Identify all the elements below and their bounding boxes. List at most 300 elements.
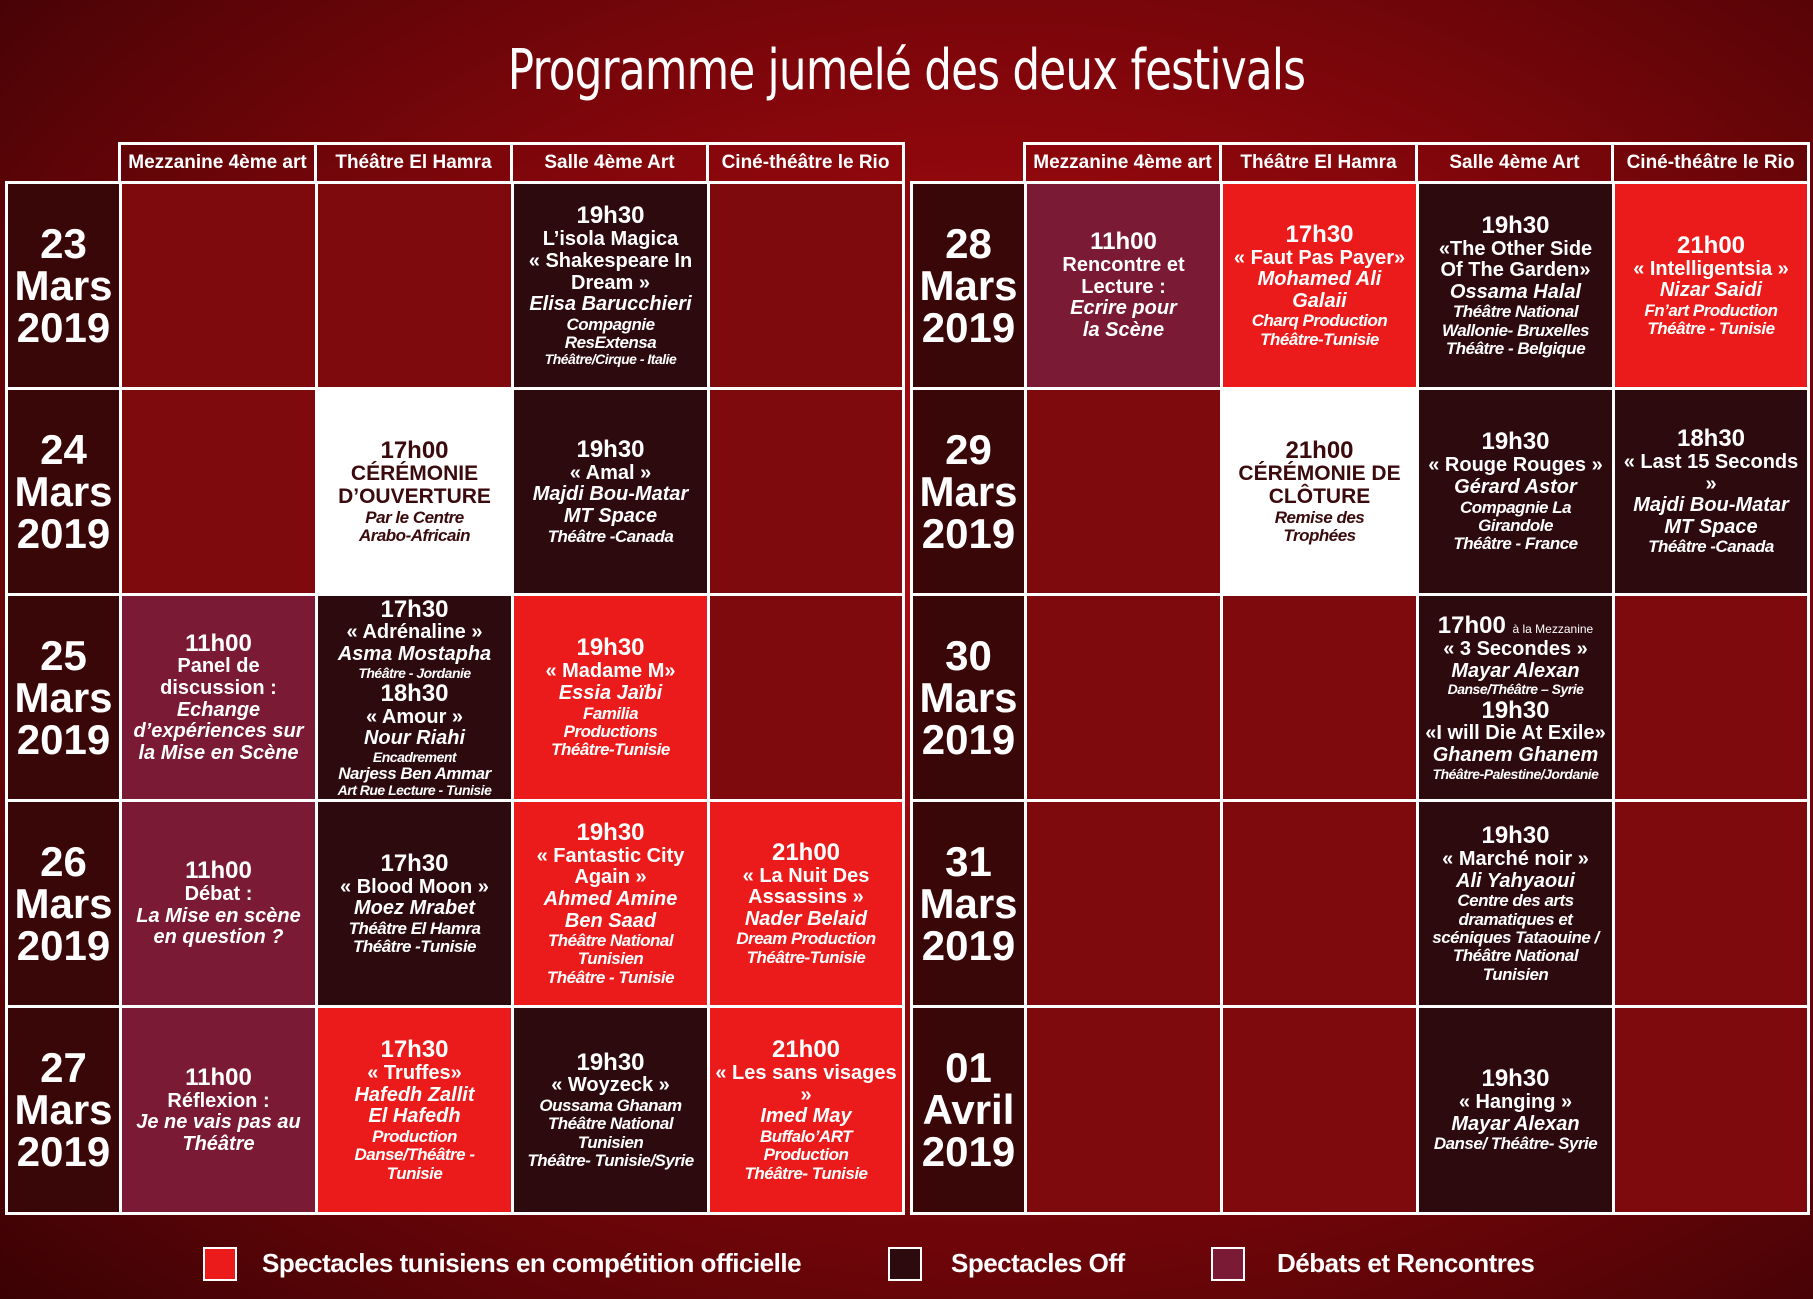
event-name-line [182,1134,254,1156]
event-small-line [1283,527,1355,545]
event-text: Buffalo’ART [759,1126,853,1146]
event-small-line [1434,1135,1597,1153]
date-year: 2019 [921,921,1016,969]
event-text: Trophées [1283,526,1356,546]
date-year: 2019 [16,1128,111,1175]
competition-show [710,1008,902,1212]
event-text: «The Other Side [1438,237,1593,260]
event-text: 18h30 [1676,425,1746,453]
event-name-line [133,721,303,743]
event-text: Ahmed Amine [543,887,678,910]
off-show [514,1008,707,1212]
event-text: Wallonie- Bruxelles [1441,320,1589,340]
event-text: « 3 Secondes » [1443,638,1588,661]
venue-header-el-hamra: Théâtre El Hamra [314,142,513,181]
event-name-line [760,1106,851,1128]
event-text: Oussama Ghanam [539,1096,682,1116]
event-up-line [1269,486,1371,509]
empty-slot [318,184,511,387]
event-text: 17h30 [380,1036,449,1064]
event-title-line [748,887,864,909]
date-month: Mars [14,1086,113,1133]
event-tiny-line [358,666,470,681]
event-text: Théâtre - Belgique [1445,339,1586,359]
event-text: 11h00 [185,1063,252,1091]
event-small-line [1432,929,1598,947]
event-text: Dream » [571,271,650,294]
event-name-line [1633,495,1789,517]
date-cell [913,390,1024,593]
event-text: Remise des [1274,507,1365,527]
event-small-line [583,705,638,723]
debate-event [122,1008,315,1212]
date-day: 30 [945,631,992,679]
event-title-line [743,866,870,888]
event-time-line [380,438,448,464]
empty-slot [710,184,902,387]
event-title-line [543,229,679,251]
event-text: « Amour » [365,705,464,728]
event-small-line [1453,535,1577,553]
event-text: Théâtre -Canada [1648,537,1774,557]
date-month: Mars [919,261,1018,309]
event-text: Mayar Alexan [1451,1112,1580,1135]
competition-show [1615,184,1807,387]
event-text: « Woyzeck » [551,1074,670,1097]
event-text: Rencontre et [1062,254,1185,277]
event-text: discussion : [160,677,277,700]
event-text: 19h30 [576,634,645,662]
event-text: Narjess Ben Ammar [338,763,491,783]
venue-header-el-hamra: Théâtre El Hamra [1219,142,1418,181]
event-text: 11h00 [185,629,252,657]
event-text: Nizar Saidi [1659,279,1763,302]
ceremony-event [1223,390,1416,593]
event-text: « Truffes» [367,1062,462,1085]
date-cell [8,596,119,799]
event-text: Théâtre - France [1453,534,1578,554]
event-time-line [576,203,644,229]
date-month: Mars [14,467,113,515]
event-text: Théâtre National [1452,302,1579,322]
event-title-line [1633,259,1789,281]
event-title-line [529,251,692,273]
event-text: « Les sans visages » [715,1062,897,1106]
event-name-line [364,728,465,750]
event-title-line [1459,1092,1572,1114]
venue-header-mezzanine: Mezzanine 4ème art [118,142,317,181]
event-small-line [1446,340,1585,358]
event-title-line [1234,248,1405,270]
date-cell [913,184,1024,387]
event-text: d’expériences sur [133,720,304,743]
event-text: Théâtre-Tunisie [1260,329,1379,349]
event-name-line [138,743,298,765]
event-small-line [1460,499,1571,517]
event-text: « Blood Moon » [340,875,489,898]
event-title-line [160,678,277,700]
event-text: 19h30 [576,435,645,463]
event-tiny-line [373,750,456,765]
event-small-line [372,1128,457,1146]
venue-header-salle-4eme-art: Salle 4ème Art [510,142,709,181]
event-text: Danse/Théâtre – Syrie [1447,681,1584,698]
event-small-line [760,1128,852,1146]
date-year: 2019 [16,921,111,969]
event-time-line [772,1037,840,1063]
event-text: Asma Mostapha [337,643,492,666]
event-text: la Scène [1082,319,1165,342]
competition-show [514,596,707,799]
venue-header-rio: Ciné-théâtre le Rio [706,142,905,181]
event-text: CLÔTURE [1268,485,1371,509]
event-text: « Shakespeare In [528,249,693,272]
event-text: Théâtre- Tunisie/Syrie [527,1151,694,1171]
event-time-line [1285,222,1353,248]
event-title-line [177,656,259,678]
event-small-line [1275,509,1365,527]
date-year: 2019 [16,715,111,763]
off-show [1419,596,1612,799]
event-small-line [1459,911,1573,929]
event-text: Je ne vais pas au [136,1111,301,1134]
event-text: « Last 15 Seconds » [1623,451,1799,495]
event-text: Théâtre/Cirque - Italie [544,351,677,368]
event-text: Moez Mrabet [353,897,476,920]
date-cell [8,390,119,593]
event-text: Ali Yahyaoui [1456,869,1575,892]
event-small-line [548,932,673,950]
event-text: Nour Riahi [363,727,466,750]
date-cell [913,596,1024,799]
event-small-line [564,723,658,741]
event-time-line [380,681,448,707]
event-text: 21h00 [771,838,841,866]
event-text: Again » [574,866,647,889]
date-month: Mars [919,879,1018,927]
event-small-line [1252,312,1388,330]
event-text: L’isola Magica [542,228,679,251]
off-show [1419,390,1612,593]
date-year: 2019 [921,715,1016,763]
event-text: Productions [563,721,658,741]
event-text: Réflexion : [167,1089,270,1112]
date-month: Mars [14,261,113,309]
event-title-line [1617,452,1805,495]
event-text: 19h30 [576,202,645,230]
event-text: 17h00 [1437,612,1506,640]
event-text: Centre des arts [1457,891,1574,911]
event-small-line [764,1146,849,1164]
event-text: 11h00 [1090,228,1157,256]
event-name-line [564,506,657,528]
date-cell [8,802,119,1005]
event-small-line [1483,966,1549,984]
event-name-line [136,1112,301,1134]
event-text: Danse/Théâtre - [354,1145,475,1165]
date-day: 23 [40,219,87,267]
event-time-line [576,820,644,846]
off-show [318,596,511,799]
empty-slot [1223,596,1416,799]
event-name-line [1070,298,1177,320]
event-small-line [1442,322,1589,340]
event-text: Théâtre -Tunisie [353,937,476,957]
event-time-line [576,635,644,661]
event-text: Théâtre National [547,1114,674,1134]
event-text: Essia Jaïbi [558,681,663,704]
event-small-line [578,1134,644,1152]
event-small-line [1260,331,1379,349]
event-text: Théâtre- Tunisie [744,1163,868,1183]
event-text: El Hafedh [368,1105,461,1128]
event-time-line [576,1050,644,1076]
event-name-line [1664,517,1757,539]
event-time-line [1438,613,1593,639]
date-day: 25 [40,631,87,679]
event-text: « Fantastic City [536,844,685,867]
competition-show [710,802,902,1005]
empty-slot [710,596,902,799]
event-text: 19h30 [1481,1065,1550,1093]
event-time-line [1481,213,1549,239]
event-text: Encadrement [372,748,457,765]
event-time-line [1481,429,1549,455]
legend-label-off: Spectacles Off [951,1248,1125,1278]
event-text: la Mise en Scène [138,741,299,764]
empty-slot [1027,1008,1220,1212]
event-small-line [547,969,674,987]
event-title-line [347,622,483,644]
event-text: « Hanging » [1458,1091,1573,1114]
event-text: Dream Production [736,929,876,949]
event-text: Majdi Bou-Matar [1633,494,1789,517]
event-name-line [1258,269,1382,291]
event-text: 21h00 [1285,436,1354,464]
off-show [1419,1008,1612,1212]
event-text: 19h30 [1481,822,1550,850]
event-text: 18h30 [380,679,449,707]
event-small-line [578,950,644,968]
event-venue-note: à la Mezzanine [1512,622,1594,637]
empty-slot [1027,390,1220,593]
event-small-line [539,1097,681,1115]
event-small-line [1457,892,1573,910]
event-text: Théâtre [182,1132,255,1155]
event-text: « Adrénaline » [346,621,483,644]
event-time-line [185,1065,252,1091]
event-text: Assassins » [748,886,864,909]
legend-swatch-off [888,1247,922,1281]
event-text: en question ? [153,926,284,949]
event-time-line [380,1037,448,1063]
event-text: Galaii [1292,289,1347,312]
venue-header-rio: Ciné-théâtre le Rio [1611,142,1810,181]
event-text: Tunisien [577,949,644,969]
event-time-line [772,840,840,866]
event-text: Majdi Bou-Matar [532,483,689,506]
event-name-line [529,294,691,316]
event-text: Théâtre National [547,931,674,951]
event-text: Familia [582,703,639,723]
empty-slot [1223,1008,1416,1212]
empty-slot [1027,596,1220,799]
event-text: 19h30 [576,818,645,846]
event-text: Compagnie [566,314,655,334]
event-text: La Mise en scène [136,904,301,927]
event-name-line [177,700,260,722]
event-small-line [1453,947,1578,965]
event-name-line [1454,477,1577,499]
event-small-line [527,1152,693,1170]
off-show [514,390,707,593]
event-name-line [154,927,284,949]
event-small-line [566,316,654,334]
event-text: Elisa Barucchieri [529,293,692,316]
event-text: MT Space [563,505,658,528]
event-text: scéniques Tataouine / [1432,927,1599,947]
date-month: Avril [922,1086,1015,1133]
event-title-line [1439,239,1592,261]
event-small-line [565,334,656,352]
venue-header-mezzanine: Mezzanine 4ème art [1023,142,1222,181]
event-text: 17h30 [1285,220,1354,248]
event-text: Tunisien [1482,964,1549,984]
event-name-line [1451,661,1579,683]
date-year: 2019 [921,509,1016,557]
event-title-line [551,1075,670,1097]
event-text: Of The Garden» [1440,259,1591,282]
event-text: 17h30 [380,849,449,877]
legend-swatch-debats [1211,1247,1245,1281]
event-name-line [1433,745,1599,767]
event-text: CÉRÉMONIE DE [1238,462,1401,486]
event-up-line [351,463,478,486]
event-title-line [340,877,489,899]
event-text: Théâtre El Hamra [348,918,481,938]
event-title-line [167,1091,269,1113]
ceremony-event [318,390,511,593]
event-time-line [1677,233,1745,259]
event-text: 17h30 [380,595,449,623]
page-title: Programme jumelé des deux festivals [507,38,1306,103]
event-text: « Intelligentsia » [1633,257,1789,280]
event-text: Théâtre-Tunisie [746,947,866,967]
event-tiny-line [1448,682,1584,697]
event-title-line [545,661,675,683]
date-day: 29 [945,425,992,473]
date-day: 27 [40,1044,87,1091]
event-text: Théâtre -Canada [547,526,674,546]
event-title-line [367,1063,461,1085]
empty-slot [1615,596,1807,799]
off-show [514,184,707,387]
off-show [1419,184,1612,387]
event-name-line [1083,320,1164,342]
event-text: Théâtre-Tunisie [551,740,670,760]
competition-show [514,802,707,1005]
event-text: Panel de [177,655,260,678]
event-text: Théâtre - Tunisie [1647,319,1775,339]
event-text: MT Space [1664,515,1758,538]
event-text: Compagnie La [1459,497,1572,517]
event-up-line [1238,463,1400,486]
event-text: 19h30 [1481,696,1550,724]
event-small-line [747,949,866,967]
event-small-line [359,527,470,545]
event-text: D’OUVERTURE [338,485,491,509]
event-text: Ossama Halal [1449,280,1582,303]
event-small-line [551,741,670,759]
date-day: 24 [40,425,87,473]
event-text: ResExtensa [564,333,657,353]
event-text: « Rouge Rouges » [1428,454,1603,477]
event-title-line [185,884,253,906]
event-small-line [548,1115,673,1133]
event-time-line [576,437,644,463]
event-time-line [1677,426,1745,452]
event-time-line [1481,823,1549,849]
event-name-line [338,644,491,666]
event-text: Art Rue Lecture - Tunisie [337,782,492,799]
event-tiny-line [545,352,677,367]
venue-header-salle-4eme-art: Salle 4ème Art [1415,142,1614,181]
event-small-line [387,1165,443,1183]
event-text: « La Nuit Des [742,864,870,887]
event-text: Gérard Astor [1454,475,1577,498]
date-year: 2019 [921,1128,1016,1175]
event-name-line [1456,871,1575,893]
event-small-line [353,938,476,956]
event-text: dramatiques et [1458,909,1573,929]
off-show [1615,390,1807,593]
event-text: Théâtre National [1452,946,1579,966]
event-small-line [354,1146,474,1164]
event-title-line [1062,255,1184,277]
empty-slot [1615,1008,1807,1212]
event-small-line [1647,320,1774,338]
event-text: Fn’art Production [1644,300,1778,320]
event-title-line [574,867,646,889]
event-title-line [712,1063,900,1106]
date-cell [913,1008,1024,1212]
event-name-line [1451,1114,1579,1136]
event-time-line [185,858,252,884]
event-text: 17h00 [380,436,449,464]
event-text: Ecrire pour [1070,297,1177,320]
event-text: Tunisie [386,1163,443,1183]
legend-swatch-competition [203,1247,237,1281]
date-year: 2019 [16,303,111,351]
event-small-line [548,528,674,546]
event-text: « Marché noir » [1442,847,1589,870]
event-time-line [1285,438,1353,464]
date-day: 26 [40,837,87,885]
event-title-line [1440,260,1590,282]
event-text: Théâtre - Tunisie [546,967,675,987]
event-text: Par le Centre [365,507,464,527]
date-year: 2019 [16,509,111,557]
event-time-line [380,597,448,623]
legend [0,1240,1813,1290]
event-text: Débat : [184,883,253,906]
empty-slot [122,390,315,593]
event-text: Théâtre-Palestine/Jordanie [1432,765,1599,782]
event-text: Mohamed Ali [1257,268,1382,291]
event-text: 19h30 [1481,428,1550,456]
event-time-line [380,851,448,877]
schedule-grid-left [5,181,905,1215]
